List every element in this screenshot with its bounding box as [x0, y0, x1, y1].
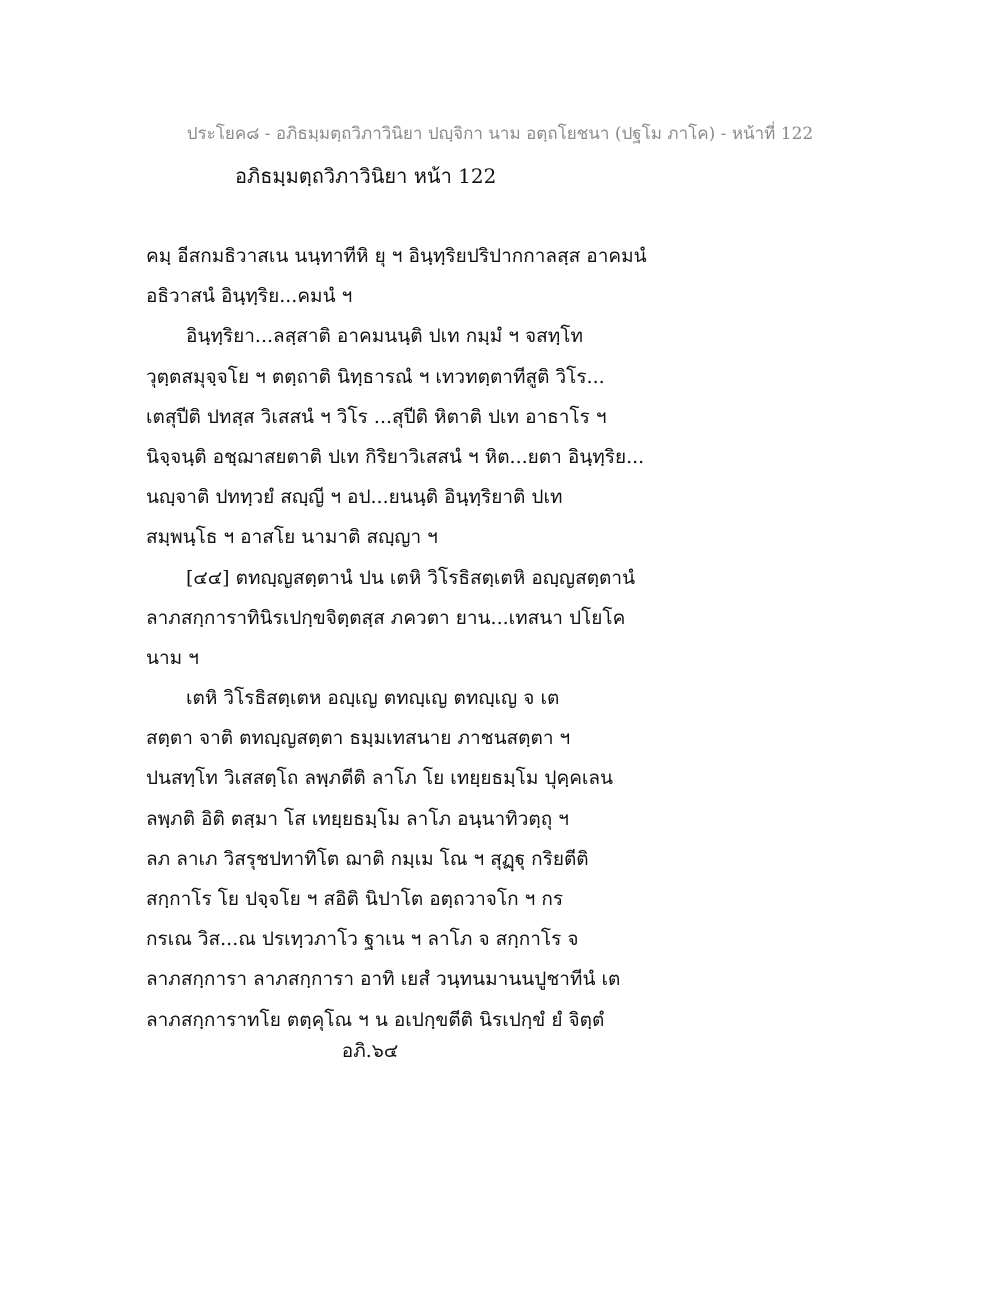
text-line: ลาภสกฺการาทโย ตตฺคุโณ ฯ น อเปกฺขตีติ นิรเปกฺขํ ยํ จิตฺตํ	[146, 1008, 605, 1031]
text-line: นญฺจาติ ปททฺวยํ สญฺญี ฯ อป...ยนนฺติ อินฺทฺริยาติ ปเท	[146, 486, 563, 509]
text-line: ลพฺภติ อิติ ตสฺมา โส เทยฺยธมฺโม ลาโภ อนฺนาทิวตฺถุ ฯ	[146, 807, 569, 830]
page-title: อภิธมฺมตฺถวิภาวินิยา หน้า 122	[235, 164, 497, 188]
text-line: วุตฺตสมุจฺจโย ฯ ตตฺถาติ นิทฺธารณํ ฯ เทวทตฺตาทีสูติ วิโร...	[146, 365, 605, 388]
text-line: คมฺ อีสกมธิวาสเน นนฺทาทีหิ ยุ ฯ อินฺทฺริยปริปากกาลสฺส อาคมนํ	[146, 245, 647, 267]
text-line: สตฺตา จาติ ตทญฺญสตฺตา ธมฺมเทสนาย ภาชนสตฺตา ฯ	[146, 727, 571, 750]
paragraph-first-line: อินฺทฺริยา...ลสฺสาติ อาคมนนฺติ ปเท กมฺมํ ฯ จสทฺโท	[186, 325, 584, 348]
paragraph-first-line: เตหิ วิโรธิสตฺเตห อญฺเญ ตทญฺเญ ตทญฺเญ จ เต	[186, 687, 560, 710]
text-line: ปนสทฺโท วิเสสตฺโถ ลพฺภตีติ ลาโภ โย เทยฺยธมฺโม ปุคฺคเลน	[146, 767, 614, 790]
text-line: สมฺพนฺโธ ฯ อาสโย นามาติ สญฺญา ฯ	[146, 526, 438, 549]
page-marker: อภิ.๖๔	[341, 1040, 399, 1062]
paragraph-first-line: [๔๔] ตทญฺญสตฺตานํ ปน เตหิ วิโรธิสตฺเตหิ อญฺญสตฺตานํ	[186, 566, 636, 589]
text-line: กรเณ วิส...ณ ปรเทฺวภาโว ฐาเน ฯ ลาโภ จ สกฺกาโร จ	[146, 928, 579, 951]
text-line: ลาภสกฺการา ลาภสกฺการา อาทิ เยสํ วนฺทนมานนปูชาทีนํ เต	[146, 968, 621, 991]
text-line: สกฺกาโร โย ปจฺจโย ฯ สอิติ นิปาโต อตฺถวาจโก ฯ กร	[146, 888, 564, 910]
text-line: ลาภสกฺการาทินิรเปกฺขจิตฺตสฺส ภควตา ยาน...เทสนา ปโยโค	[146, 606, 626, 629]
text-line: เตสุปีติ ปทสฺส วิเสสนํ ฯ วิโร ...สุปีติ หิตาติ ปเท อาธาโร ฯ	[146, 405, 607, 428]
text-line: ลภ ลาเภ วิสรุชปทาทิโต ฌาติ กมฺเม โณ ฯ สุฏฺฐุ กริยตีติ	[146, 847, 589, 870]
text-line: อธิวาสนํ อินฺทฺริย...คมนํ ฯ	[146, 285, 353, 308]
text-line: นิจฺจนฺติ อชฺฌาสยตาติ ปเท กิริยาวิเสสนํ ฯ หิต...ยตา อินฺทฺริย...	[146, 445, 645, 468]
body-text	[146, 236, 866, 1040]
running-header: ประโยค๘ - อภิธมฺมตฺถวิภาวินิยา ปญฺจิกา นาม อตฺถโยชนา (ปฐโม ภาโค) - หน้าที่ 122	[186, 124, 814, 144]
text-line: นาม ฯ	[146, 646, 199, 669]
